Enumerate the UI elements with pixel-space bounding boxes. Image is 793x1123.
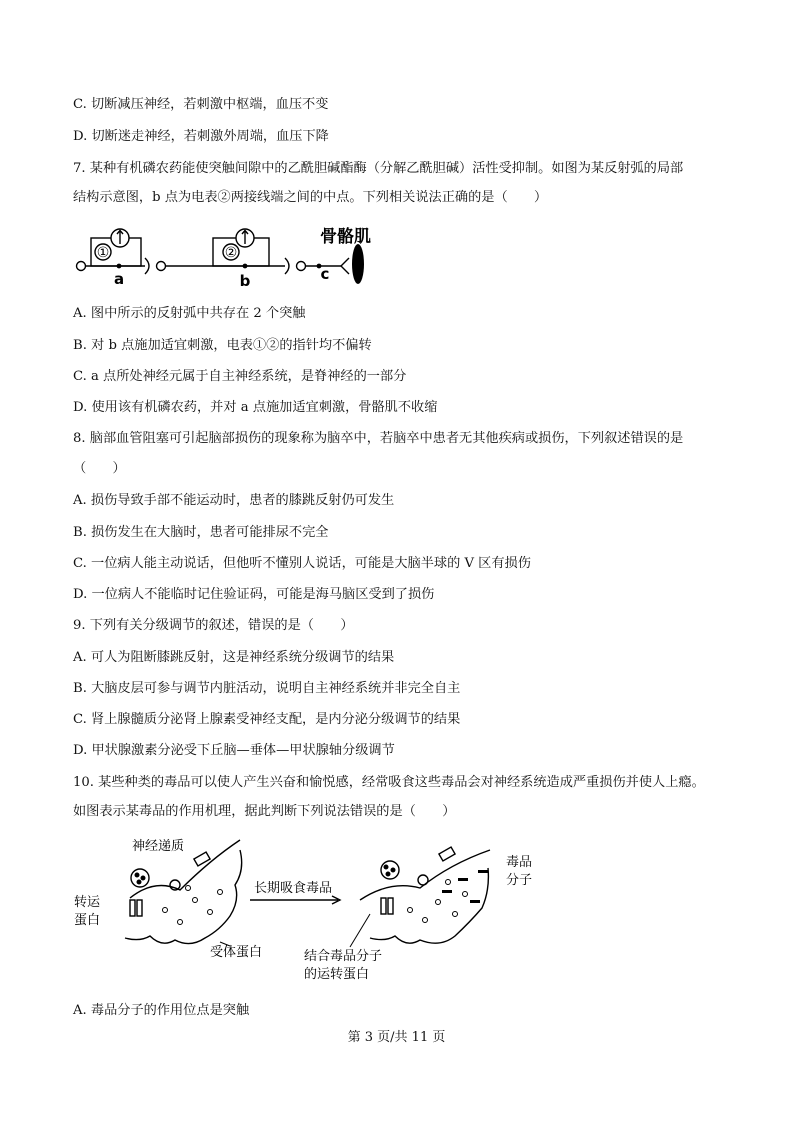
neurotransmitter-label: 神经递质 <box>132 839 185 854</box>
question-7-line-1: 7. 某种有机磷农药能使突触间隙中的乙酰胆碱酯酶（分解乙酰胆碱）活性受抑制。如图为某反射弧的局部 <box>73 161 684 176</box>
bound-transporter-label-1: 结合毒品分子 <box>304 949 383 964</box>
option-10a: A. 毒品分子的作用位点是突触 <box>73 1003 250 1018</box>
option-8a: A. 损伤导致手部不能运动时，患者的膝跳反射仍可发生 <box>73 493 395 508</box>
meter-2-label: ② <box>224 245 238 261</box>
skeletal-muscle <box>352 244 364 284</box>
option-7d: D. 使用该有机磷农药，并对 a 点施加适宜刺激，骨骼肌不收缩 <box>73 400 438 415</box>
transporter-label-2: 蛋白 <box>74 913 101 928</box>
left-vesicle <box>131 869 149 887</box>
label-c: c <box>320 265 330 283</box>
arrow-label: 长期吸食毒品 <box>254 881 333 896</box>
question-7-line-2: 结构示意图，b 点为电表②两接线端之间的中点。下列相关说法正确的是（ ） <box>73 190 548 205</box>
left-postsynaptic-membrane <box>125 850 242 944</box>
question-8-line-2: （ ） <box>73 461 126 476</box>
option-9a: A. 可人为阻断膝跳反射，这是神经系统分级调节的结果 <box>73 650 395 665</box>
receptor-label: 受体蛋白 <box>210 945 263 960</box>
motor-ending <box>341 258 349 274</box>
synapse-2 <box>285 258 289 274</box>
option-9c: C. 肾上腺髓质分泌肾上腺素受神经支配，是内分泌分级调节的结果 <box>73 712 461 727</box>
option-6d: D. 切断迷走神经，若刺激外周端，血压下降 <box>73 129 329 144</box>
option-9b: B. 大脑皮层可参与调节内脏活动，说明自主神经系统并非完全自主 <box>73 681 461 696</box>
reflex-arc-diagram <box>73 222 403 292</box>
transporter-label-1: 转运 <box>74 895 101 910</box>
point-a <box>117 264 122 269</box>
page-footer: 第 3 页/共 11 页 <box>347 1030 446 1045</box>
option-6c: C. 切断减压神经，若刺激中枢端，血压不变 <box>73 97 329 112</box>
right-vesicle <box>381 861 399 879</box>
meter-1-label: ① <box>96 245 110 261</box>
drug-label-1: 毒品 <box>506 855 533 870</box>
option-9d: D. 甲状腺激素分泌受下丘脑—垂体—甲状腺轴分级调节 <box>73 743 395 758</box>
option-7c: C. a 点所处神经元属于自主神经系统，是脊神经的一部分 <box>73 369 407 384</box>
question-10-line-2: 如图表示某毒品的作用机理，据此判断下列说法错误的是（ ） <box>73 804 456 819</box>
neuron-end-left <box>77 262 86 271</box>
synapse-1 <box>145 258 149 274</box>
question-9: 9. 下列有关分级调节的叙述，错误的是（ ） <box>73 618 354 633</box>
point-b <box>243 264 248 269</box>
question-8-line-1: 8. 脑部血管阻塞可引起脑部损伤的现象称为脑卒中，若脑卒中患者无其他疾病或损伤，下列叙述错误的是 <box>73 431 684 446</box>
option-8b: B. 损伤发生在大脑时，患者可能排尿不完全 <box>73 525 329 540</box>
label-a: a <box>113 270 125 288</box>
drug-label-2: 分子 <box>506 873 533 888</box>
option-7b: B. 对 b 点施加适宜刺激，电表①②的指针均不偏转 <box>73 338 372 353</box>
option-7a: A. 图中所示的反射弧中共存在 2 个突触 <box>73 306 306 321</box>
muscle-label: 骨骼肌 <box>320 227 371 247</box>
bound-transporter-label-2: 的运转蛋白 <box>304 967 370 982</box>
drug-mechanism-diagram <box>70 830 550 990</box>
question-10-line-1: 10. 某些种类的毒品可以使人产生兴奋和愉悦感，经常吸食这些毒品会对神经系统造成严重损伤并使人上瘾。 <box>73 775 705 790</box>
option-8c: C. 一位病人能主动说话，但他听不懂别人说话，可能是大脑半球的 V 区有损伤 <box>73 556 531 571</box>
label-b: b <box>239 272 251 290</box>
option-8d: D. 一位病人不能临时记住验证码，可能是海马脑区受到了损伤 <box>73 587 435 602</box>
